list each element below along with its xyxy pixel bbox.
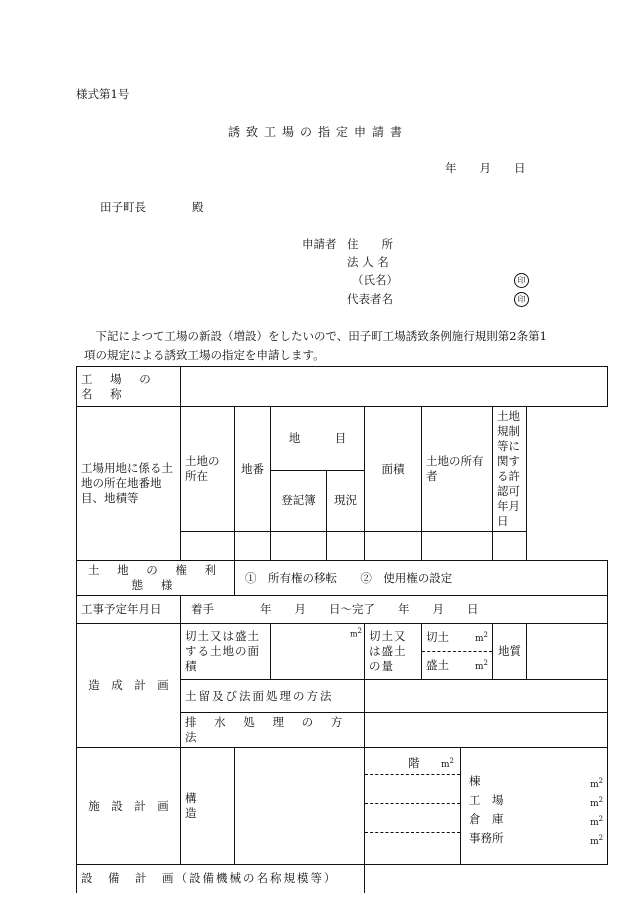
addressee: 田子町長 殿 [100,200,204,214]
rights-option-usage[interactable]: ② 使用権の設定 [360,570,453,585]
office-label: 事務所 [469,831,504,845]
lot-number-header: 地番 [235,407,271,532]
land-category-header: 地 目 [271,407,365,471]
structure-label: 構 造 [181,748,235,865]
schedule-field[interactable]: 着手 年 月 日〜完了 年 月 日 [181,596,608,624]
cut-fill-amount-field[interactable]: 切土 $m^2$ 盛土 $m^2$ [422,624,493,680]
building-breakdown[interactable]: 棟 $m^2$ 工 場 $m^2$ 倉 庫 $m^2$ 事務所 $m^2$ [461,748,608,865]
seal-icon: 印 [514,272,529,288]
equipment-plan-label: 設 備 計 画（設備機械の名称規模等） [77,865,365,893]
registry-header: 登記簿 [271,470,327,531]
retaining-field[interactable] [365,680,608,713]
floors-label: 階 [408,756,420,770]
owner-field[interactable] [422,532,493,561]
applicant-address-label: 住 所 [347,237,393,251]
person-name-label: （氏名） [352,273,398,287]
warehouse-label: 倉 庫 [469,812,504,826]
corp-name-label: 法 人 名 [347,255,389,269]
geology-field[interactable] [527,624,608,680]
applicant-label: 申請者 [302,237,337,251]
cut-label: 切土 [426,630,449,644]
area-header: 面積 [365,407,422,532]
floors-field[interactable]: 階 $m^2$ [365,748,461,865]
buildings-label: 棟 [469,774,481,788]
development-plan-label: 造 成 計 画 [77,624,181,748]
land-location-header: 土地の所在 [181,407,235,532]
factory-label: 工 場 [469,793,504,807]
application-table [76,366,608,893]
schedule-label: 工事予定年月日 [77,596,181,624]
factory-name-field[interactable] [181,367,608,407]
registry-field[interactable] [271,532,327,561]
rights-options [235,561,608,596]
land-location-field[interactable] [181,532,235,561]
body-paragraph: 下記によつて工場の新設（増設）をしたいので、田子町工場誘致条例施行規則第2条第1項の規定による誘致工場の指定を申請します。 [84,329,547,362]
land-label: 工場用地に係る土地の所在地番地目、地積等 [77,407,181,561]
regulation-field[interactable] [493,532,527,561]
rep-name-label: 代表者名 [347,292,393,306]
form-number: 様式第1号 [76,87,130,101]
drainage-label: 排 水 処 理 の 方 法 [181,713,365,748]
cut-fill-amount-label: 切土又は盛土の量 [365,624,422,680]
owner-header: 土地の所有者 [422,407,493,532]
geology-label: 地質 [493,624,527,680]
current-header: 現況 [327,470,365,531]
drainage-field[interactable] [365,713,608,748]
retaining-label: 土留及び法面処理の方法 [181,680,365,713]
date-line: 年 月 日 [445,161,526,175]
fill-label: 盛土 [426,658,449,672]
structure-field[interactable] [235,748,365,865]
area-field[interactable] [365,532,422,561]
seal-icon: 印 [514,291,529,307]
lot-number-field[interactable] [235,532,271,561]
page-title: 誘致工場の指定申請書 [228,125,409,139]
rights-label: 土 地 の 権 利 態 様 [77,561,235,596]
facility-plan-label: 施 設 計 画 [77,748,181,865]
cut-fill-area-label: 切土又は盛土する土地の面積 [181,624,271,680]
regulation-header: 土地規制等に関する許認可年月日 [493,407,527,532]
factory-name-label: 工 場 の 名 称 [77,367,181,407]
cut-fill-area-field[interactable]: m2 [271,624,365,680]
current-field[interactable] [327,532,365,561]
equipment-plan-field[interactable] [365,865,608,893]
rights-option-ownership[interactable]: ① 所有権の移転 [245,570,337,585]
